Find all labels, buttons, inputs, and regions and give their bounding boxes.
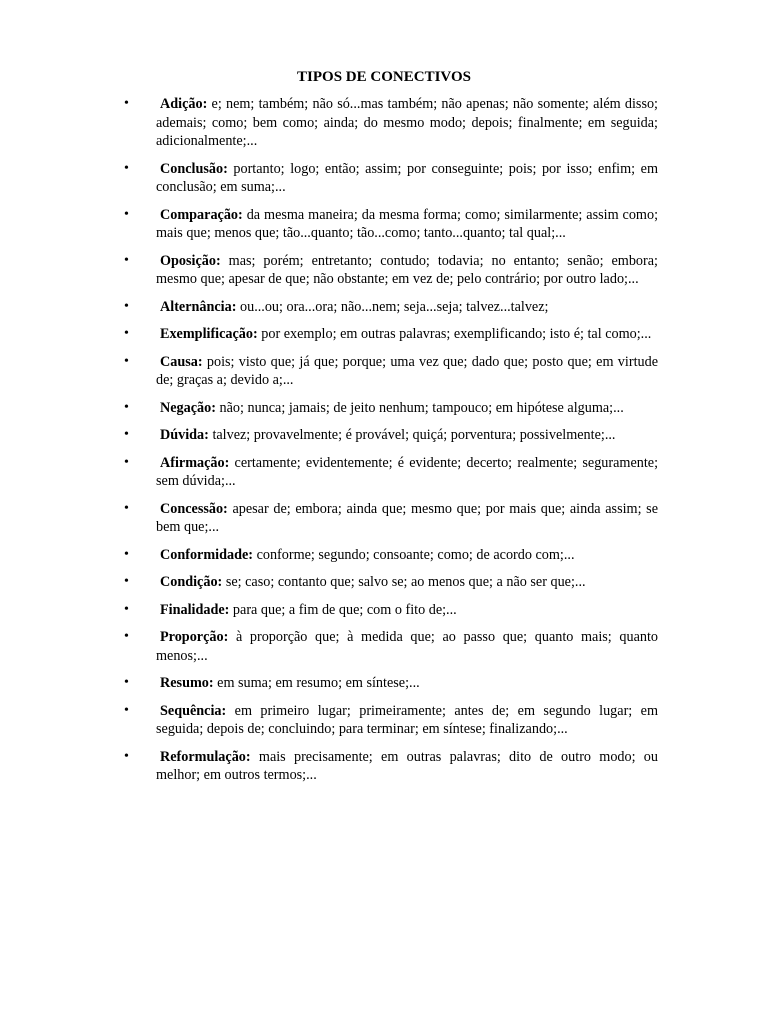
connective-term: Comparação: [160, 206, 243, 223]
list-item [0, 601, 768, 620]
list-item [0, 546, 768, 565]
bullet-icon: • [124, 298, 129, 314]
list-item [0, 500, 768, 537]
list-item [0, 748, 768, 785]
list-item [0, 399, 768, 418]
bullet-icon: • [124, 629, 129, 644]
bullet-icon: • [124, 454, 129, 470]
list-item [0, 252, 768, 289]
connective-term: Conclusão: [160, 160, 228, 177]
connective-examples: ou...ou; ora...ora; não...nem; seja...seja; talvez...talvez; [240, 298, 549, 315]
bullet-icon: • [124, 399, 129, 415]
connective-examples: talvez; provavelmente; é provável; quiçá; porventura; possivelmente;... [212, 427, 616, 443]
connective-examples: se; caso; contanto que; salvo se; ao menos que; a não ser que;... [225, 574, 586, 590]
connective-examples: apesar de; embora; ainda que; mesmo que; por mais que; ainda assim; se bem que;... [156, 500, 658, 535]
connective-term: Alternância: [160, 298, 237, 315]
bullet-icon: • [124, 96, 129, 111]
connective-examples: e; nem; também; não só...mas também; não apenas; não somente; além disso; ademais; como; bem como; ainda; do mesmo modo; depois; finalmente; em seguida; adicionalmente;... [156, 96, 658, 149]
connective-term: Negação: [160, 399, 216, 416]
list-item [0, 628, 768, 665]
connective-term: Adição: [160, 96, 208, 112]
bullet-icon: • [124, 427, 129, 442]
list-item [0, 674, 768, 693]
list-item [0, 353, 768, 390]
connective-examples: pois; visto que; já que; porque; uma vez que; dado que; posto que; em virtude de; graças a; devido a;... [156, 353, 658, 388]
connective-term: Causa: [160, 353, 203, 370]
connective-examples: certamente; evidentemente; é evidente; decerto; realmente; seguramente; sem dúvida;... [156, 454, 659, 489]
connective-examples: para que; a fim de que; com o fito de;... [232, 601, 457, 618]
connective-examples: em suma; em resumo; em síntese;... [217, 675, 420, 691]
connective-term: Condição: [160, 574, 223, 590]
list-item [0, 206, 768, 243]
bullet-icon: • [124, 574, 129, 589]
bullet-icon: • [124, 326, 129, 341]
connective-term: Concessão: [160, 500, 228, 517]
connective-term: Exemplificação: [160, 326, 258, 342]
connective-term: Sequência: [160, 702, 227, 719]
list-item [0, 702, 768, 739]
list-item [0, 573, 768, 592]
connective-examples: não; nunca; jamais; de jeito nenhum; tampouco; em hipótese alguma;... [219, 399, 624, 416]
connective-list [0, 95, 768, 794]
connective-examples: à proporção que; à medida que; ao passo que; quanto mais; quanto menos;... [156, 629, 658, 664]
connective-term: Proporção: [160, 629, 229, 645]
bullet-icon: • [124, 601, 129, 617]
connective-examples: por exemplo; em outras palavras; exemplificando; isto é; tal como;... [261, 326, 652, 342]
document-title: TIPOS DE CONECTIVOS [297, 69, 471, 85]
bullet-icon: • [124, 206, 129, 222]
list-item [0, 426, 768, 445]
bullet-icon: • [124, 160, 129, 176]
list-item [0, 325, 768, 344]
connective-examples: em primeiro lugar; primeiramente; antes de; em segundo lugar; em seguida; depois de; concluindo; para terminar; em síntese; finalizando;... [156, 702, 658, 737]
connective-examples: da mesma maneira; da mesma forma; como; similarmente; assim como; mais que; menos que; tão...quanto; tão...como; tanto...quanto; tal qual;... [156, 206, 659, 241]
bullet-icon: • [124, 500, 129, 516]
bullet-icon: • [124, 675, 129, 690]
list-item [0, 95, 768, 151]
bullet-icon: • [124, 748, 129, 764]
connective-term: Finalidade: [160, 601, 230, 618]
bullet-icon: • [124, 252, 129, 268]
bullet-icon: • [124, 353, 129, 369]
connective-examples: portanto; logo; então; assim; por conseguinte; pois; por isso; enfim; em conclusão; em suma;... [156, 160, 659, 195]
connective-examples: mais precisamente; em outras palavras; dito de outro modo; ou melhor; em outros termos;... [156, 748, 658, 783]
connective-examples: mas; porém; entretanto; contudo; todavia; no entanto; senão; embora; mesmo que; apesar de que; não obstante; em vez de; pelo contrário; por outro lado;... [156, 252, 658, 287]
list-item [0, 160, 768, 197]
connective-term: Conformidade: [160, 546, 254, 563]
connective-examples: conforme; segundo; consoante; como; de acordo com;... [256, 546, 575, 563]
connective-term: Oposição: [160, 252, 221, 269]
connective-term: Dúvida: [160, 427, 209, 443]
bullet-icon: • [124, 702, 129, 718]
connective-term: Resumo: [160, 675, 214, 691]
bullet-icon: • [124, 546, 129, 562]
list-item [0, 454, 768, 491]
list-item [0, 298, 768, 317]
connective-term: Reformulação: [160, 748, 251, 765]
connective-term: Afirmação: [160, 454, 230, 471]
